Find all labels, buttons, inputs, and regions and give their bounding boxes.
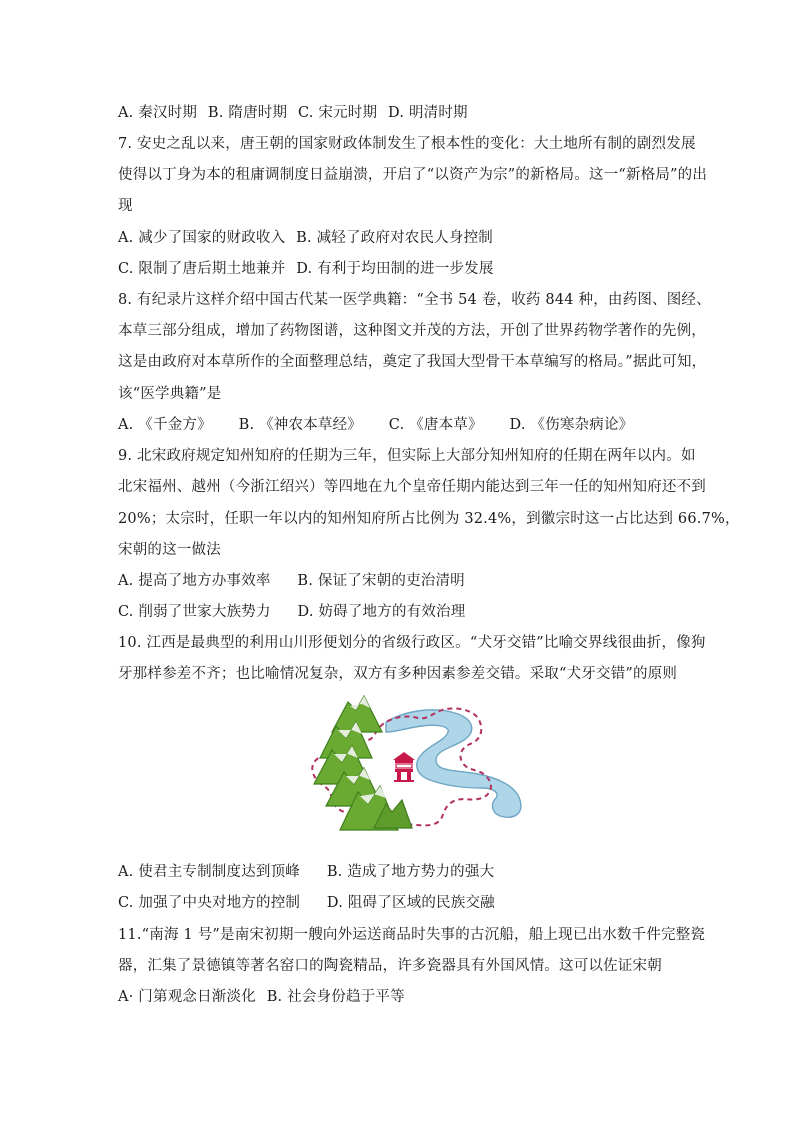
q9-option-d[interactable]: D. 妨碍了地方的有效治理: [297, 604, 466, 620]
q11-stem-line: 器，汇集了景德镇等著名窑口的陶瓷精品，许多瓷器具有外国风情。这可以佐证宋朝: [118, 958, 662, 974]
q8-options: [118, 415, 633, 435]
q11-options: [118, 987, 405, 1007]
q10-option-c[interactable]: C. 加强了中央对地方的控制: [118, 895, 301, 911]
q8-stem-line: 8. 有纪录片这样介绍中国古代某一医学典籍：“全书 54 卷，收药 844 种，由药图、图经、: [118, 292, 711, 308]
q6-option-c[interactable]: C. 宋元时期: [298, 105, 378, 121]
q6-options: [118, 103, 468, 123]
q8-stem-line: 本草三部分组成，增加了药物图谱，这种图文并茂的方法，开创了世界药物学著作的先例，: [118, 323, 706, 339]
q9-option-b[interactable]: B. 保证了宋朝的吏治清明: [297, 573, 465, 589]
q10-stem-line: 10. 江西是最典型的利用山川形便划分的省级行政区。“犬牙交错”比喻交界线很曲折，像狗: [118, 635, 706, 651]
q9-stem-line: 9. 北宋政府规定知州知府的任期为三年，但实际上大部分知州知府的任期在两年以内。如: [118, 448, 696, 464]
q7-option-a[interactable]: A. 减少了国家的财政收入: [118, 230, 286, 246]
q7-option-c[interactable]: C. 限制了唐后期土地兼并: [118, 261, 286, 277]
q8-option-c[interactable]: C. 《唐本草》: [388, 417, 483, 433]
q11-option-a[interactable]: A· 门第观念日渐淡化: [118, 989, 256, 1005]
q10-option-b[interactable]: B. 造成了地方势力的强大: [326, 864, 495, 880]
q8-stem-line: 这是由政府对本草所作的全面整理总结，奠定了我国大型骨干本草编写的格局。”据此可知，: [118, 354, 707, 370]
q7-option-d[interactable]: D. 有利于均田制的进一步发展: [296, 261, 494, 277]
q6-option-a[interactable]: A. 秦汉时期: [118, 105, 198, 121]
q10-option-d[interactable]: D. 阻碍了区域的民族交融: [326, 895, 495, 911]
q7-options-row1: [118, 228, 493, 248]
interlocking-border-map: [286, 688, 536, 840]
q9-stem-line: 北宋福州、越州（今浙江绍兴）等四地在九个皇帝任期内能达到三年一任的知州知府还不到: [118, 479, 706, 495]
q10-options-row2: [118, 893, 495, 913]
q10-stem-line: 牙那样参差不齐；也比喻情况复杂，双方有多种因素参差交错。采取“犬牙交错”的原则: [118, 666, 678, 682]
q10-option-a[interactable]: A. 使君主专制制度达到顶峰: [118, 864, 300, 880]
q7-stem-line: 现: [118, 198, 133, 214]
q8-option-a[interactable]: A. 《千金方》: [118, 417, 212, 433]
q7-stem-line: 7. 安史之乱以来，唐王朝的国家财政体制发生了根本性的变化：大土地所有制的剧烈发展: [118, 136, 696, 152]
q9-stem-line: 20%；太宗时，任职一年以内的知州知府所占比例为 32.4%，到徽宗时这一占比达到 66.7%，: [118, 511, 740, 527]
q8-stem-line: 该“医学典籍”是: [118, 386, 222, 402]
q8-option-b[interactable]: B. 《神农本草经》: [238, 417, 362, 433]
q7-stem-line: 使得以丁身为本的租庸调制度日益崩溃，开启了“以资产为宗”的新格局。这一“新格局”的出: [118, 167, 708, 183]
q6-option-b[interactable]: B. 隋唐时期: [207, 105, 288, 121]
q10-options-row1: [118, 862, 494, 882]
q9-options-row2: [118, 602, 465, 622]
q9-option-c[interactable]: C. 削弱了世家大族势力: [118, 604, 271, 620]
q11-option-b[interactable]: B. 社会身份趋于平等: [266, 989, 405, 1005]
q7-options-row2: [118, 259, 494, 279]
q9-option-a[interactable]: A. 提高了地方办事效率: [118, 573, 271, 589]
q7-option-b[interactable]: B. 减轻了政府对农民人身控制: [296, 230, 493, 246]
q9-options-row1: [118, 571, 465, 591]
q9-stem-line: 宋朝的这一做法: [118, 542, 221, 558]
government-building-icon: [393, 752, 415, 782]
q6-option-d[interactable]: D. 明清时期: [388, 105, 468, 121]
q8-option-d[interactable]: D. 《伤寒杂病论》: [509, 417, 634, 433]
q11-stem-line: 11.“南海 1 号”是南宋初期一艘向外运送商品时失事的古沉船，船上现已出水数千件完整瓷: [118, 927, 706, 943]
